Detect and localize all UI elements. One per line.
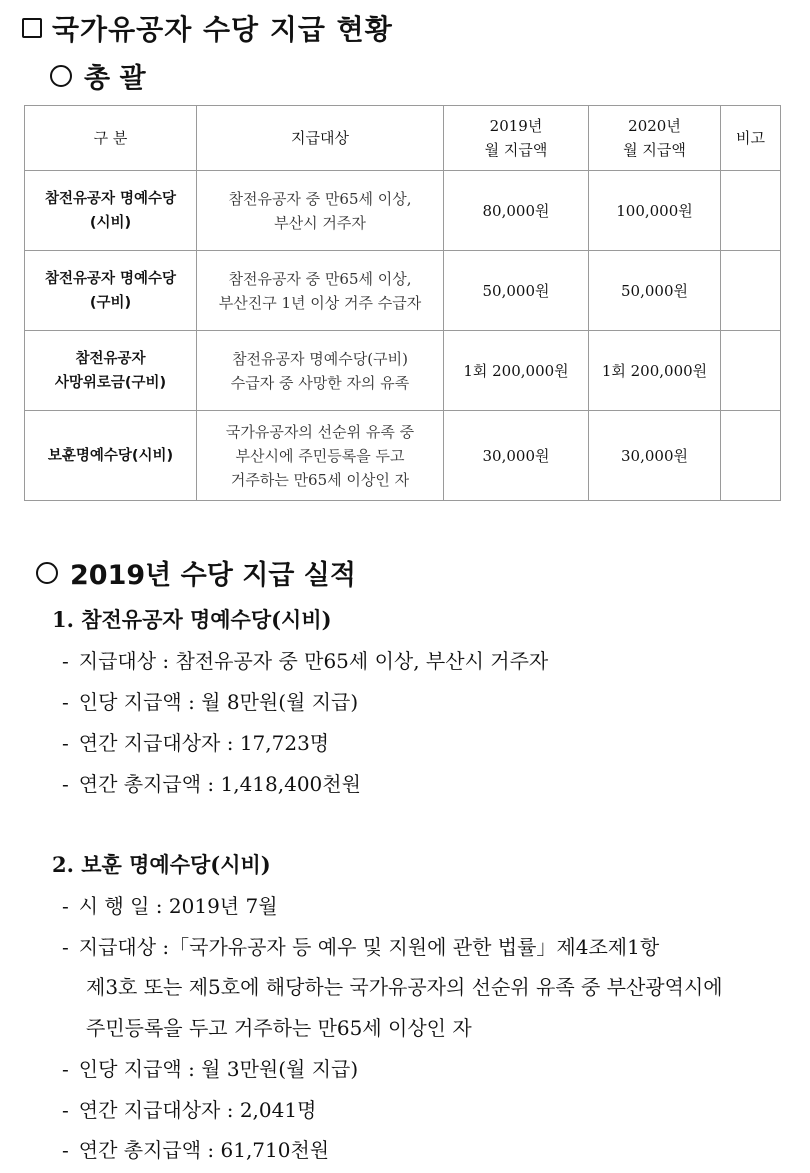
- row-category: 참전유공자 명예수당 (시비): [25, 171, 197, 251]
- row-note: [721, 331, 781, 411]
- row-category: 보훈명예수당(시비): [25, 411, 197, 501]
- row-amount-2020: 50,000원: [589, 251, 721, 331]
- checkbox-icon: [22, 18, 42, 38]
- header-target: 지급대상: [197, 106, 444, 171]
- row-target: 참전유공자 명예수당(구비) 수급자 중 사망한 자의 유족: [197, 331, 444, 411]
- list-item: - 연간 지급대상자 : 2,041명: [62, 1098, 317, 1122]
- item-title-2: 2. 보훈 명예수당(시비): [52, 852, 271, 877]
- row-amount-2020: 30,000원: [589, 411, 721, 501]
- page-title: 국가유공자 수당 지급 현황: [52, 13, 393, 46]
- table-header-row: [25, 106, 781, 171]
- row-note: [721, 411, 781, 501]
- page-heading: [22, 8, 393, 48]
- list-item-continuation: 주민등록을 두고 거주하는 만65세 이상인 자: [86, 1016, 472, 1040]
- row-target: 국가유공자의 선순위 유족 중 부산시에 주민등록을 두고 거주하는 만65세 이상인 자: [197, 411, 444, 501]
- row-amount-2019: 80,000원: [444, 171, 589, 251]
- header-category: 구 분: [25, 106, 197, 171]
- results-heading: [36, 553, 356, 592]
- table-row: [25, 411, 781, 501]
- list-item: - 연간 총지급액 : 1,418,400천원: [62, 772, 361, 796]
- list-item: - 인당 지급액 : 월 3만원(월 지급): [62, 1057, 359, 1081]
- list-item: - 지급대상 : 참전유공자 중 만65세 이상, 부산시 거주자: [62, 649, 549, 673]
- row-amount-2020: 1회 200,000원: [589, 331, 721, 411]
- row-note: [721, 251, 781, 331]
- list-item-continuation: 제3호 또는 제5호에 해당하는 국가유공자의 선순위 유족 중 부산광역시에: [86, 975, 723, 999]
- row-note: [721, 171, 781, 251]
- list-item: - 연간 지급대상자 : 17,723명: [62, 731, 330, 755]
- list-item: - 지급대상 :「국가유공자 등 예우 및 지원에 관한 법률」제4조제1항: [62, 935, 660, 959]
- row-category: 참전유공자 명예수당 (구비): [25, 251, 197, 331]
- list-item: - 시 행 일 : 2019년 7월: [62, 894, 278, 918]
- list-item: - 인당 지급액 : 월 8만원(월 지급): [62, 690, 359, 714]
- table-row: [25, 171, 781, 251]
- row-target: 참전유공자 중 만65세 이상, 부산시 거주자: [197, 171, 444, 251]
- summary-table: [24, 105, 781, 501]
- summary-heading: [50, 56, 146, 95]
- list-item: - 연간 총지급액 : 61,710천원: [62, 1138, 330, 1162]
- row-amount-2020: 100,000원: [589, 171, 721, 251]
- header-2019: 2019년 월 지급액: [444, 106, 589, 171]
- row-target: 참전유공자 중 만65세 이상, 부산진구 1년 이상 거주 수급자: [197, 251, 444, 331]
- header-2020: 2020년 월 지급액: [589, 106, 721, 171]
- summary-title: 총 괄: [84, 63, 146, 94]
- row-amount-2019: 30,000원: [444, 411, 589, 501]
- row-category: 참전유공자 사망위로금(구비): [25, 331, 197, 411]
- circle-bullet-icon: [36, 562, 58, 584]
- row-amount-2019: 50,000원: [444, 251, 589, 331]
- results-title: 2019년 수당 지급 실적: [70, 560, 356, 591]
- table-row: [25, 331, 781, 411]
- item-title-1: 1. 참전유공자 명예수당(시비): [52, 607, 332, 632]
- table-row: [25, 251, 781, 331]
- circle-bullet-icon: [50, 65, 72, 87]
- row-amount-2019: 1회 200,000원: [444, 331, 589, 411]
- header-note: 비고: [721, 106, 781, 171]
